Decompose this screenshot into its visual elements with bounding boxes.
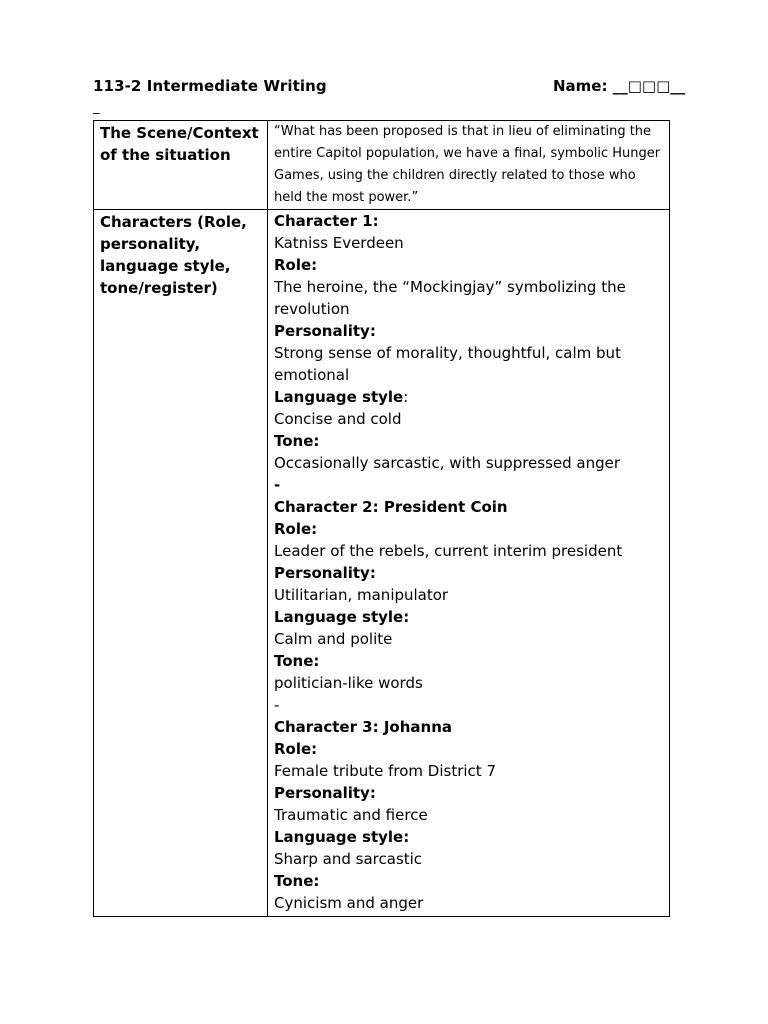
character-1-personality: Strong sense of morality, thoughtful, calm but emotional	[274, 344, 621, 384]
table-row-scene	[94, 121, 670, 210]
character-3-language: Sharp and sarcastic	[274, 850, 423, 868]
character-3-personality-label: Personality:	[274, 784, 376, 802]
character-2-tone-label: Tone:	[274, 652, 320, 670]
character-2-language: Calm and polite	[274, 630, 393, 648]
character-1-language-label: Language style	[274, 388, 404, 406]
scene-quote: “What has been proposed is that in lieu of eliminating the entire Capitol population, we have a final, symbolic Hunger Games, using the children directly related to those who held the most power.”	[274, 124, 661, 205]
character-2-personality-label: Personality:	[274, 564, 376, 582]
name-value: __□□□__	[612, 77, 686, 95]
characters-label: Characters (Role, personality, language style, tone/register)	[100, 213, 247, 297]
character-1-name: Katniss Everdeen	[274, 234, 404, 252]
character-1-role-label: Role:	[274, 256, 318, 274]
character-separator: -	[274, 476, 281, 494]
character-1-language-label-line	[274, 386, 663, 408]
character-1-tone-label: Tone:	[274, 432, 320, 450]
character-1-personality-label: Personality:	[274, 322, 376, 340]
characters-label-cell	[94, 210, 268, 917]
character-1-language: Concise and cold	[274, 410, 402, 428]
table-row-characters	[94, 210, 670, 917]
characters-content-cell	[268, 210, 670, 917]
character-1-tone: Occasionally sarcastic, with suppressed anger	[274, 454, 621, 472]
character-list	[268, 210, 669, 916]
character-1-heading: Character 1:	[274, 212, 379, 230]
character-3-language-label: Language style:	[274, 828, 410, 846]
character-2-heading: Character 2: President Coin	[274, 498, 508, 516]
course-title: 113-2 Intermediate Writing	[93, 77, 327, 95]
character-3-role: Female tribute from District 7	[274, 762, 496, 780]
character-2-personality: Utilitarian, manipulator	[274, 586, 449, 604]
character-2-role: Leader of the rebels, current interim president	[274, 542, 623, 560]
character-worksheet-table	[93, 120, 670, 917]
character-3-heading: Character 3: Johanna	[274, 718, 453, 736]
character-3-personality: Traumatic and fierce	[274, 806, 428, 824]
name-label: Name:	[553, 77, 608, 95]
student-name-field	[553, 77, 685, 95]
character-2-language-label: Language style:	[274, 608, 410, 626]
scene-label: The Scene/Context of the situation	[100, 124, 259, 164]
character-3-role-label: Role:	[274, 740, 318, 758]
character-1-role: The heroine, the “Mockingjay” symbolizing the revolution	[274, 278, 626, 318]
character-3-tone: Cynicism and anger	[274, 894, 424, 912]
character-2-tone: politician-like words	[274, 674, 423, 692]
character-separator: -	[274, 696, 280, 714]
character-1-language-colon: :	[403, 388, 409, 406]
stray-underscore-mark: _	[93, 100, 100, 115]
character-2-role-label: Role:	[274, 520, 318, 538]
character-3-tone-label: Tone:	[274, 872, 320, 890]
scene-content-cell	[268, 121, 670, 210]
scene-label-cell	[94, 121, 268, 210]
